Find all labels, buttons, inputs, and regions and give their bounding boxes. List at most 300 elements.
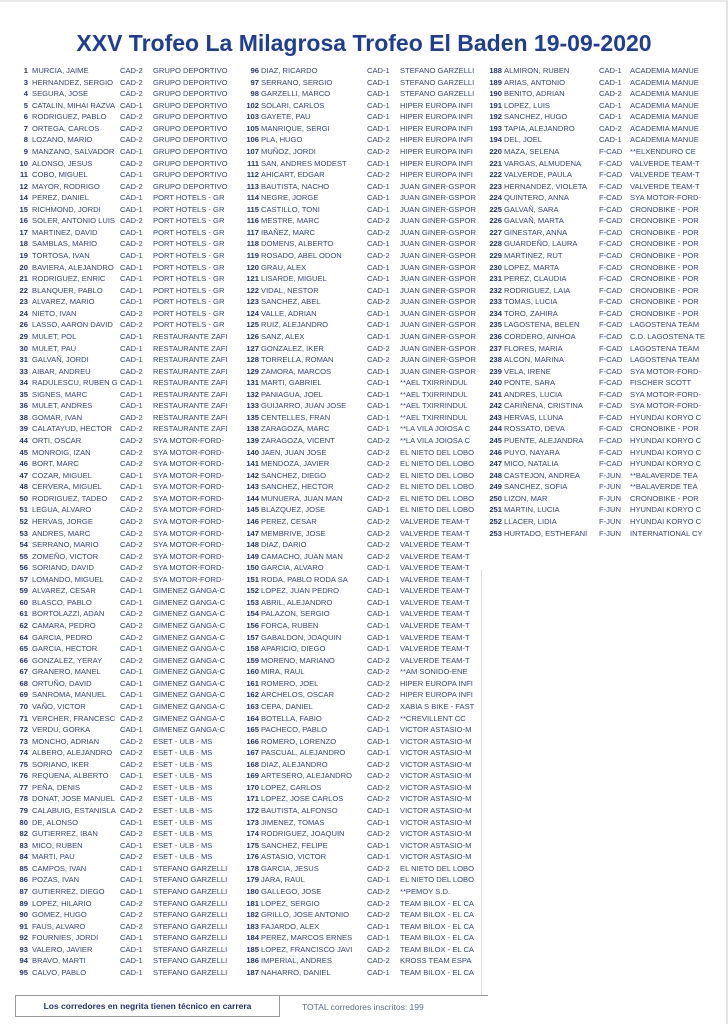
rider-category: CAD-2: [120, 308, 143, 318]
rider-number: 186: [246, 956, 259, 966]
rider-number: 39: [19, 424, 28, 434]
rider-category: CAD-1: [367, 621, 390, 630]
rider-team: GIMENEZ GANGA-C: [153, 644, 226, 654]
rider-row: [15, 909, 243, 921]
rider-category: CAD-1: [120, 262, 143, 272]
rider-number: 192: [489, 112, 502, 122]
rider-team: INTERNATIONAL CY: [630, 528, 703, 538]
rider-row: [15, 551, 243, 563]
rider-name: ARTESERO, ALEJANDRO: [261, 771, 353, 781]
rider-name: GALVAÑ, JORDI: [32, 355, 89, 365]
rider-category: CAD-2: [367, 863, 390, 873]
rider-name: LOPEZ, HILARIO: [32, 898, 92, 908]
rider-row: [15, 169, 243, 181]
rider-row: [486, 77, 726, 89]
rider-category: CAD-1: [120, 667, 143, 677]
rider-category: CAD-2: [120, 852, 143, 862]
rider-row: [15, 400, 243, 412]
rider-row: [243, 944, 486, 956]
rider-category: CAD-1: [120, 285, 143, 295]
rider-team: CRONOBIKE - POR: [630, 216, 699, 226]
rider-category: CAD-2: [120, 459, 143, 469]
rider-number: 228: [489, 239, 502, 249]
rider-row: [486, 238, 726, 250]
rider-number: 79: [19, 806, 28, 815]
rider-team: GIMENEZ GANGA-C: [153, 701, 226, 711]
rider-category: CAD-2: [120, 898, 143, 908]
rider-category: CAD-1: [599, 66, 622, 75]
rider-name: MIRA, RAUL: [261, 667, 305, 677]
rider-category: F-JUN: [599, 528, 621, 538]
rider-row: [243, 666, 486, 678]
rider-category: CAD-1: [367, 285, 390, 295]
rider-name: ALBERO, ALEJANDRO: [32, 748, 113, 758]
rider-category: CAD-2: [120, 135, 143, 145]
rider-number: 131: [246, 378, 259, 388]
rider-team: STEFANO GARZELLI: [153, 863, 228, 873]
rider-name: CASTEJON, ANDREA: [504, 470, 580, 480]
rider-number: 116: [246, 216, 259, 226]
rider-category: CAD-2: [367, 713, 390, 723]
rider-team: GRUPO DEPORTIVO: [153, 170, 228, 180]
rider-row: [243, 539, 486, 551]
rider-team: VALVERDE TEAM-T: [400, 609, 470, 619]
rider-name: BOTELLA, FABIO: [261, 713, 322, 723]
rider-team: VALVERDE TEAM-T: [400, 528, 470, 538]
rider-name: CERVERA, MIGUEL: [32, 482, 102, 492]
rider-team: JUAN GINER-GSPOR: [400, 262, 476, 272]
rider-name: MULET, ANDRES: [32, 401, 93, 411]
rider-number: 7: [23, 123, 28, 133]
rider-row: [15, 921, 243, 933]
rider-row: [243, 169, 486, 181]
rider-row: [15, 828, 243, 840]
rider-category: CAD-1: [120, 227, 143, 237]
rider-name: NAHARRO, DANIEL: [261, 967, 331, 977]
rider-name: COZAR, MIGUEL: [32, 470, 92, 480]
rider-team: ESET - ULB - MS: [153, 817, 213, 827]
rider-category: CAD-2: [120, 910, 143, 920]
rider-team: HIPER EUROPA INFI: [400, 100, 473, 110]
rider-category: CAD-1: [367, 424, 390, 434]
rider-team: STEFANO GARZELLI: [400, 77, 475, 87]
rider-team: LAGOSTENA TEAM: [630, 355, 700, 365]
rider-row: [486, 273, 726, 285]
rider-category: CAD-2: [120, 112, 143, 122]
rider-number: 34: [19, 378, 28, 388]
rider-number: 230: [489, 262, 502, 272]
rider-number: 62: [19, 621, 28, 630]
rider-row: [486, 447, 726, 459]
rider-team: **AEL TXIRRINDUL: [400, 389, 468, 399]
rider-category: CAD-2: [367, 343, 390, 353]
rider-category: CAD-1: [367, 112, 390, 122]
rider-category: CAD-1: [120, 343, 143, 353]
rider-category: CAD-2: [367, 910, 390, 920]
rider-name: VIDAL, NESTOR: [261, 285, 319, 295]
rider-team: PORT HOTELS - GR: [153, 251, 225, 260]
rider-category: F-CAD: [599, 227, 623, 237]
rider-name: MUÑOZ, JORDI: [261, 146, 316, 156]
rider-row: [15, 874, 243, 886]
rider-team: VALVERDE TEAM-T: [400, 644, 470, 654]
rider-number: 29: [19, 331, 28, 341]
rider-number: 223: [489, 181, 502, 191]
footer: [15, 995, 488, 1017]
rider-category: CAD-1: [367, 852, 390, 862]
rider-row: [15, 192, 243, 204]
rider-category: CAD-1: [120, 840, 143, 850]
rider-number: 1: [23, 66, 28, 75]
rider-team: SYA MOTOR-FORD-: [153, 436, 225, 445]
rider-team: VALVERDE TEAM-T: [400, 574, 470, 584]
rider-team: JUAN GINER-GSPOR: [400, 216, 476, 226]
rider-category: CAD-2: [120, 89, 143, 99]
rider-team: GRUPO DEPORTIVO: [153, 146, 228, 156]
rider-team: EL NIETO DEL LOBO: [400, 459, 474, 469]
rider-team: HIPER EUROPA INFI: [400, 158, 473, 168]
rider-row: [15, 643, 243, 655]
rider-team: SYA MOTOR-FORD-: [153, 447, 225, 457]
rider-team: EL NIETO DEL LOBO: [400, 493, 474, 503]
rider-team: STEFANO GARZELLI: [400, 89, 475, 99]
rider-name: BAUTISTA, NACHO: [261, 181, 330, 191]
rider-name: CATALIN, MIHAI RAZVA: [32, 100, 116, 110]
rider-row: [15, 632, 243, 644]
rider-team: HIPER EUROPA INFI: [400, 112, 473, 122]
rider-name: REQUENA, ALBERTO: [32, 771, 109, 781]
rider-name: PALAZON, SERGIO: [261, 609, 330, 619]
rider-name: ORTUÑO, DAVID: [32, 678, 92, 688]
rider-category: CAD-1: [367, 123, 390, 133]
rider-name: HERNANDEZ, SERGIO: [32, 77, 114, 87]
rider-row: [243, 770, 486, 782]
rider-row: [243, 967, 486, 979]
rider-team: ESET - ULB - MS: [153, 794, 213, 804]
rider-name: BLANQUER, PABLO: [32, 285, 103, 295]
rider-team: **BALAVERDE TEA: [630, 470, 698, 480]
rider-team: JUAN GINER-GSPOR: [400, 274, 476, 284]
rider-row: [243, 909, 486, 921]
rider-number: 97: [250, 77, 259, 87]
rider-team: PORT HOTELS - GR: [153, 262, 225, 272]
rider-category: F-CAD: [599, 170, 623, 180]
page-title: XXV Trofeo La Milagrosa Trofeo El Baden 19-09-2020: [76, 30, 652, 56]
rider-row: [486, 458, 726, 470]
rider-team: HYUNDAI KORYO C: [630, 516, 702, 526]
rider-number: 246: [489, 447, 502, 457]
rider-row: [243, 632, 486, 644]
rider-number: 102: [246, 100, 259, 110]
rider-category: CAD-2: [367, 551, 390, 561]
rider-category: CAD-2: [367, 146, 390, 156]
rider-team: PORT HOTELS - GR: [153, 239, 225, 249]
rider-category: CAD-1: [367, 239, 390, 249]
rider-number: 235: [489, 320, 502, 330]
rider-name: SANCHEZ, DIEGO: [261, 470, 326, 480]
rider-number: 121: [246, 274, 259, 284]
rider-name: PONTE, SARA: [504, 378, 556, 388]
rider-team: JUAN GINER-GSPOR: [400, 331, 476, 341]
rider-number: 147: [246, 528, 259, 538]
rider-row: [243, 65, 486, 77]
rider-number: 168: [246, 759, 259, 769]
rider-number: 22: [19, 285, 28, 295]
rider-number: 94: [19, 956, 28, 966]
rider-name: GONZALEZ, YERAY: [32, 655, 103, 665]
rider-number: 127: [246, 343, 259, 353]
rider-number: 67: [19, 667, 28, 677]
rider-team: PORT HOTELS - GR: [153, 285, 225, 295]
rider-category: F-JUN: [599, 505, 621, 515]
rider-number: 145: [246, 505, 259, 515]
rider-category: CAD-2: [120, 216, 143, 226]
rider-team: VALVERDE TEAM-T: [630, 170, 700, 180]
rider-name: VAÑO, VICTOR: [32, 701, 86, 711]
rider-category: CAD-1: [120, 378, 143, 388]
rider-category: F-CAD: [599, 146, 623, 156]
rider-row: [486, 308, 726, 320]
rider-team: VALVERDE TEAM-T: [400, 516, 470, 526]
rider-category: CAD-1: [120, 389, 143, 399]
rider-number: 220: [489, 146, 502, 156]
rider-name: GRAU, ALEX: [261, 262, 307, 272]
rider-team: GIMENEZ GANGA-C: [153, 609, 226, 619]
rider-category: CAD-2: [367, 690, 390, 700]
rider-category: CAD-1: [367, 921, 390, 931]
rider-name: SERRANO, SERGIO: [261, 77, 333, 87]
rider-name: SERRANO, MARIO: [32, 540, 99, 550]
rider-row: [15, 204, 243, 216]
rider-row: [15, 88, 243, 100]
rider-name: CALABUIG, ESTANISLA: [32, 806, 116, 815]
rider-category: CAD-2: [120, 794, 143, 804]
rider-row: [486, 481, 726, 493]
rider-team: GRUPO DEPORTIVO: [153, 158, 228, 168]
rider-name: MUNUERA, JUAN MAN: [261, 493, 343, 503]
rider-name: TORTOSA, IVAN: [32, 251, 90, 260]
rider-team: SYA MOTOR-FORD-: [153, 493, 225, 503]
rider-name: LOPEZ, SERGIO: [261, 898, 320, 908]
rider-row: [15, 955, 243, 967]
rider-name: MICO, RUBEN: [32, 840, 83, 850]
rider-name: LOPEZ, MARTA: [504, 262, 559, 272]
rider-name: ABRIL, ALEJANDRO: [261, 597, 333, 607]
rider-row: [243, 250, 486, 262]
rider-row: [15, 111, 243, 123]
rider-name: VALVERDE, PAULA: [504, 170, 572, 180]
rider-category: CAD-2: [367, 516, 390, 526]
rider-name: SOLARI, CARLOS: [261, 100, 325, 110]
rider-category: CAD-1: [120, 482, 143, 492]
rider-team: **AM SONIDO-ENE: [400, 667, 468, 677]
rider-category: CAD-2: [367, 678, 390, 688]
rider-row: [243, 805, 486, 817]
rider-team: ESET - ULB - MS: [153, 840, 213, 850]
rider-row: [15, 886, 243, 898]
rider-name: HERNANDEZ, VIOLETA: [504, 181, 587, 191]
rider-name: SORIANO, IKER: [32, 759, 89, 769]
rider-number: 18: [19, 239, 28, 249]
rider-number: 226: [489, 216, 502, 226]
rider-team: PORT HOTELS - GR: [153, 216, 225, 226]
rider-row: [486, 366, 726, 378]
rider-number: 169: [246, 771, 259, 781]
rider-name: BAVIERA, ALEJANDRO: [32, 262, 114, 272]
rider-row: [486, 215, 726, 227]
rider-row: [243, 470, 486, 482]
rider-number: 249: [489, 482, 502, 492]
rider-name: RODRIGUEZ, ENRIC: [32, 274, 106, 284]
rider-number: 189: [489, 77, 502, 87]
rider-number: 98: [250, 89, 259, 99]
rider-team: CRONOBIKE - POR: [630, 297, 699, 307]
rider-number: 157: [246, 632, 259, 642]
rider-team: VICTOR ASTASIO-M: [400, 725, 472, 735]
rider-team: GIMENEZ GANGA-C: [153, 725, 226, 735]
rider-number: 83: [19, 840, 28, 850]
rider-category: CAD-2: [367, 216, 390, 226]
rider-team: LAGOSTENA TEAM: [630, 343, 700, 353]
rider-team: HIPER EUROPA INFI: [400, 678, 473, 688]
rider-name: MESTRE, MARC: [261, 216, 320, 226]
rider-team: VALVERDE TEAM-T: [400, 597, 470, 607]
rider-row: [15, 493, 243, 505]
rider-number: 73: [19, 736, 28, 746]
rider-number: 48: [19, 482, 28, 492]
rider-team: VICTOR ASTASIO-M: [400, 759, 472, 769]
rider-number: 20: [19, 262, 28, 272]
rider-number: 240: [489, 378, 502, 388]
rider-team: VICTOR ASTASIO-M: [400, 817, 472, 827]
rider-category: CAD-2: [599, 123, 622, 133]
rider-category: CAD-2: [367, 540, 390, 550]
rider-number: 183: [246, 921, 259, 931]
rider-name: ARCHELOS, OSCAR: [261, 690, 335, 700]
rider-number: 33: [19, 366, 28, 376]
rider-category: CAD-2: [120, 447, 143, 457]
rider-row: [15, 689, 243, 701]
rider-name: PEREZ, MARCOS ERNES: [261, 933, 353, 943]
rider-number: 154: [246, 609, 259, 619]
rider-row: [15, 701, 243, 713]
rider-name: GAYETE, PAU: [261, 112, 311, 122]
rider-team: HIPER EUROPA INFI: [400, 123, 473, 133]
rider-team: GRUPO DEPORTIVO: [153, 100, 228, 110]
rider-team: ACADEMIA MANUE: [630, 135, 699, 145]
rider-team: CRONOBIKE - POR: [630, 251, 699, 260]
rider-category: CAD-1: [120, 933, 143, 943]
rider-row: [486, 100, 726, 112]
rider-row: [486, 504, 726, 516]
rider-name: LAGOSTENA, BELEN: [504, 320, 580, 330]
rider-team: STEFANO GARZELLI: [153, 875, 228, 885]
rider-name: CORDERO, AINHOA: [504, 331, 576, 341]
rider-team: ESET - ULB - MS: [153, 806, 213, 815]
rider-category: CAD-2: [120, 713, 143, 723]
rider-name: ZARAGOZA, VICENT: [261, 436, 335, 445]
rider-category: CAD-1: [120, 771, 143, 781]
rider-row: [243, 817, 486, 829]
rider-category: CAD-1: [367, 736, 390, 746]
rider-row: [486, 158, 726, 170]
rider-row: [15, 262, 243, 274]
rider-name: DIAZ, RICARDO: [261, 66, 318, 75]
rider-team: XABIA S BIKE - FAST: [400, 701, 475, 711]
rider-number: 173: [246, 817, 259, 827]
rider-category: CAD-2: [367, 794, 390, 804]
rider-row: [15, 736, 243, 748]
rider-name: PASCUAL, ALEJANDRO: [261, 748, 346, 758]
rider-team: TEAM BILOX - EL CA: [400, 967, 474, 977]
rider-name: FAUS, ALVARO: [32, 921, 86, 931]
rider-name: SIGNES, MARC: [32, 389, 88, 399]
rider-row: [15, 840, 243, 852]
rider-team: HIPER EUROPA INFI: [400, 146, 473, 156]
rider-row: [15, 817, 243, 829]
rider-number: 165: [246, 725, 259, 735]
rider-number: 65: [19, 644, 28, 654]
rider-row: [15, 863, 243, 875]
rider-category: CAD-2: [120, 366, 143, 376]
rider-category: CAD-2: [120, 921, 143, 931]
rider-category: F-CAD: [599, 436, 623, 445]
rider-team: GIMENEZ GANGA-C: [153, 713, 226, 723]
rider-row: [15, 539, 243, 551]
rider-row: [243, 736, 486, 748]
rider-number: 54: [19, 540, 28, 550]
rider-category: F-CAD: [599, 378, 623, 388]
rider-category: CAD-2: [367, 771, 390, 781]
rider-category: CAD-1: [599, 77, 622, 87]
rider-number: 247: [489, 459, 502, 469]
rider-number: 160: [246, 667, 259, 677]
rider-team: PORT HOTELS - GR: [153, 320, 225, 330]
rider-name: MURCIA, JAIME: [32, 66, 89, 75]
rider-name: GINESTAR, ANNA: [504, 227, 568, 237]
rider-category: CAD-2: [120, 424, 143, 434]
rider-name: GUTIERREZ, DIEGO: [32, 886, 105, 896]
rider-name: CAMPOS, IVAN: [32, 863, 87, 873]
rider-name: APARICIO, DIEGO: [261, 644, 326, 654]
rider-team: RESTAURANTE ZAFI: [153, 355, 228, 365]
rider-row: [243, 689, 486, 701]
rider-row: [486, 435, 726, 447]
rider-category: CAD-2: [367, 898, 390, 908]
rider-number: 80: [19, 817, 28, 827]
rider-team: **AEL TXIRRINDUL: [400, 412, 468, 422]
rider-name: COBO, MIGUEL: [32, 170, 88, 180]
rider-category: F-CAD: [599, 251, 623, 260]
rider-name: ORTI, OSCAR: [32, 436, 82, 445]
rider-number: 171: [246, 794, 259, 804]
rider-row: [486, 134, 726, 146]
rider-category: CAD-1: [120, 297, 143, 307]
rider-team: ESET - ULB - MS: [153, 748, 213, 758]
rider-name: ALCON, MARINA: [504, 355, 564, 365]
rider-number: 35: [19, 389, 28, 399]
rider-category: CAD-1: [367, 66, 390, 75]
rider-number: 229: [489, 251, 502, 260]
rider-category: CAD-2: [120, 528, 143, 538]
rider-number: 236: [489, 331, 502, 341]
rider-row: [486, 389, 726, 401]
bold-riders-note: Los corredores en negrita tienen técnico en carrera: [15, 996, 280, 1017]
rider-row: [15, 528, 243, 540]
rider-category: CAD-2: [367, 829, 390, 839]
rider-row: [486, 123, 726, 135]
rider-number: 16: [19, 216, 28, 226]
